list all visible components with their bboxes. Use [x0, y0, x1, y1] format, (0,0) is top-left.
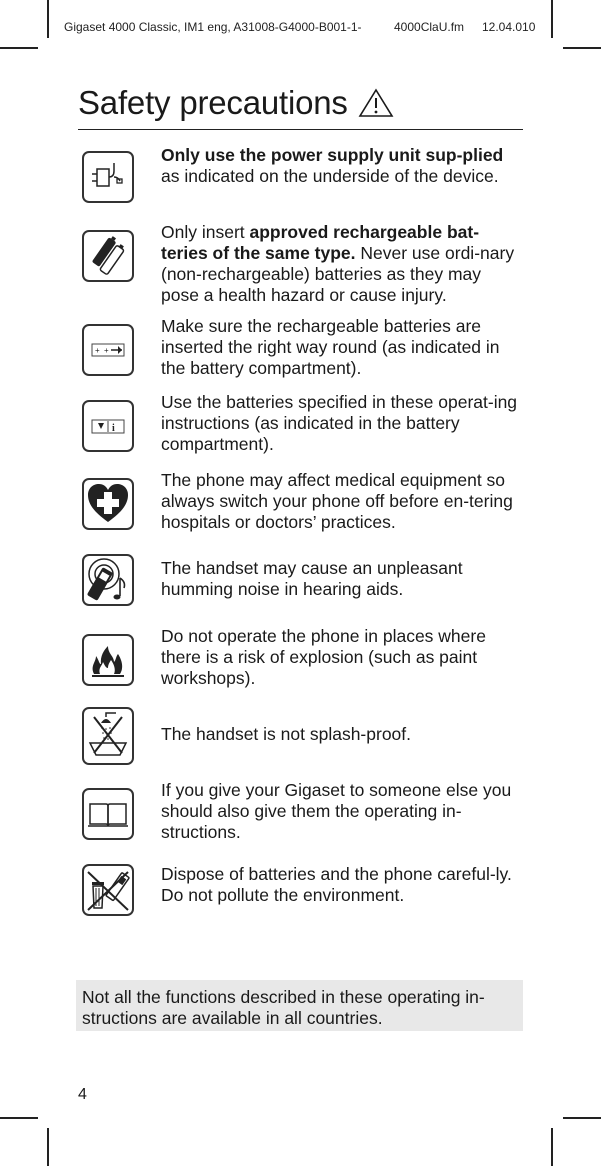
- crop-mark: [551, 1128, 553, 1166]
- page-title-text: Safety precautions: [78, 84, 348, 121]
- crop-mark: [47, 0, 49, 38]
- page-number: 4: [78, 1086, 87, 1103]
- bold-text: approved rechargeable bat-teries of the same type.: [161, 222, 480, 263]
- crop-mark: [0, 47, 38, 49]
- header-file: 4000ClaU.fm: [394, 20, 465, 34]
- power-supply-icon: [82, 151, 134, 203]
- body-text: as indicated on the underside of the device.: [161, 166, 499, 186]
- svg-text:+: +: [104, 346, 109, 355]
- body-text: Dispose of batteries and the phone careful-ly. Do not pollute the environment.: [161, 864, 512, 905]
- rechargeable-batteries-icon: [82, 230, 134, 282]
- safety-item-text: [161, 626, 523, 689]
- svg-text:i: i: [112, 423, 115, 434]
- safety-item-text: [161, 864, 523, 906]
- safety-item-text: [161, 222, 523, 306]
- body-text: The handset may cause an unpleasant humming noise in hearing aids.: [161, 558, 463, 599]
- body-text: Do not operate the phone in places where there is a risk of explosion (such as paint workshops).: [161, 626, 486, 688]
- crop-mark: [47, 1128, 49, 1166]
- safety-item-text: [161, 392, 523, 455]
- title-rule: [78, 129, 523, 130]
- body-text: Use the batteries specified in these operat-ing instructions (as indicated in the battery compartment).: [161, 392, 518, 454]
- body-text: If you give your Gigaset to someone else you should also give them the operating in-structions.: [161, 780, 512, 842]
- safety-item-text: [161, 724, 523, 745]
- crop-mark: [551, 0, 553, 38]
- header-date: 12.04.010: [482, 20, 536, 34]
- warning-triangle-icon: [358, 88, 394, 118]
- safety-item-text: [161, 470, 523, 533]
- safety-item-text: [161, 316, 523, 379]
- no-bin-icon: [82, 864, 134, 916]
- hearing-aid-icon: [82, 554, 134, 606]
- body-text: The phone may affect medical equipment so always switch your phone off before en-tering hospitals or doctors’ practices.: [161, 470, 513, 532]
- crop-mark: [563, 47, 601, 49]
- battery-info-icon: [82, 400, 134, 452]
- availability-note: Not all the functions described in these operating in-structions are available in all countries.: [76, 980, 523, 1031]
- bold-text: Only use the power supply unit sup-plied: [161, 145, 504, 165]
- safety-item-text: [161, 145, 523, 187]
- flame-icon: [82, 634, 134, 686]
- safety-item-text: [161, 780, 523, 843]
- crop-mark: [0, 1117, 38, 1119]
- battery-polarity-icon: [82, 324, 134, 376]
- header-doc: Gigaset 4000 Classic, IM1 eng, A31008-G4000-B001-1-: [64, 20, 362, 34]
- no-shower-icon: [82, 707, 134, 765]
- body-text: The handset is not splash-proof.: [161, 724, 412, 744]
- safety-item-text: [161, 558, 523, 600]
- crop-mark: [563, 1117, 601, 1119]
- svg-text:+: +: [95, 346, 100, 355]
- medical-heart-icon: [82, 478, 134, 530]
- body-text: Only insert: [161, 222, 250, 242]
- manual-book-icon: [82, 788, 134, 840]
- body-text: Make sure the rechargeable batteries are inserted the right way round (as indicated in the battery compartment).: [161, 316, 500, 378]
- page-title: [78, 84, 394, 122]
- body-text: Never use ordi-nary (non-rechargeable) batteries as they may pose a health hazard or cause injury.: [161, 243, 515, 305]
